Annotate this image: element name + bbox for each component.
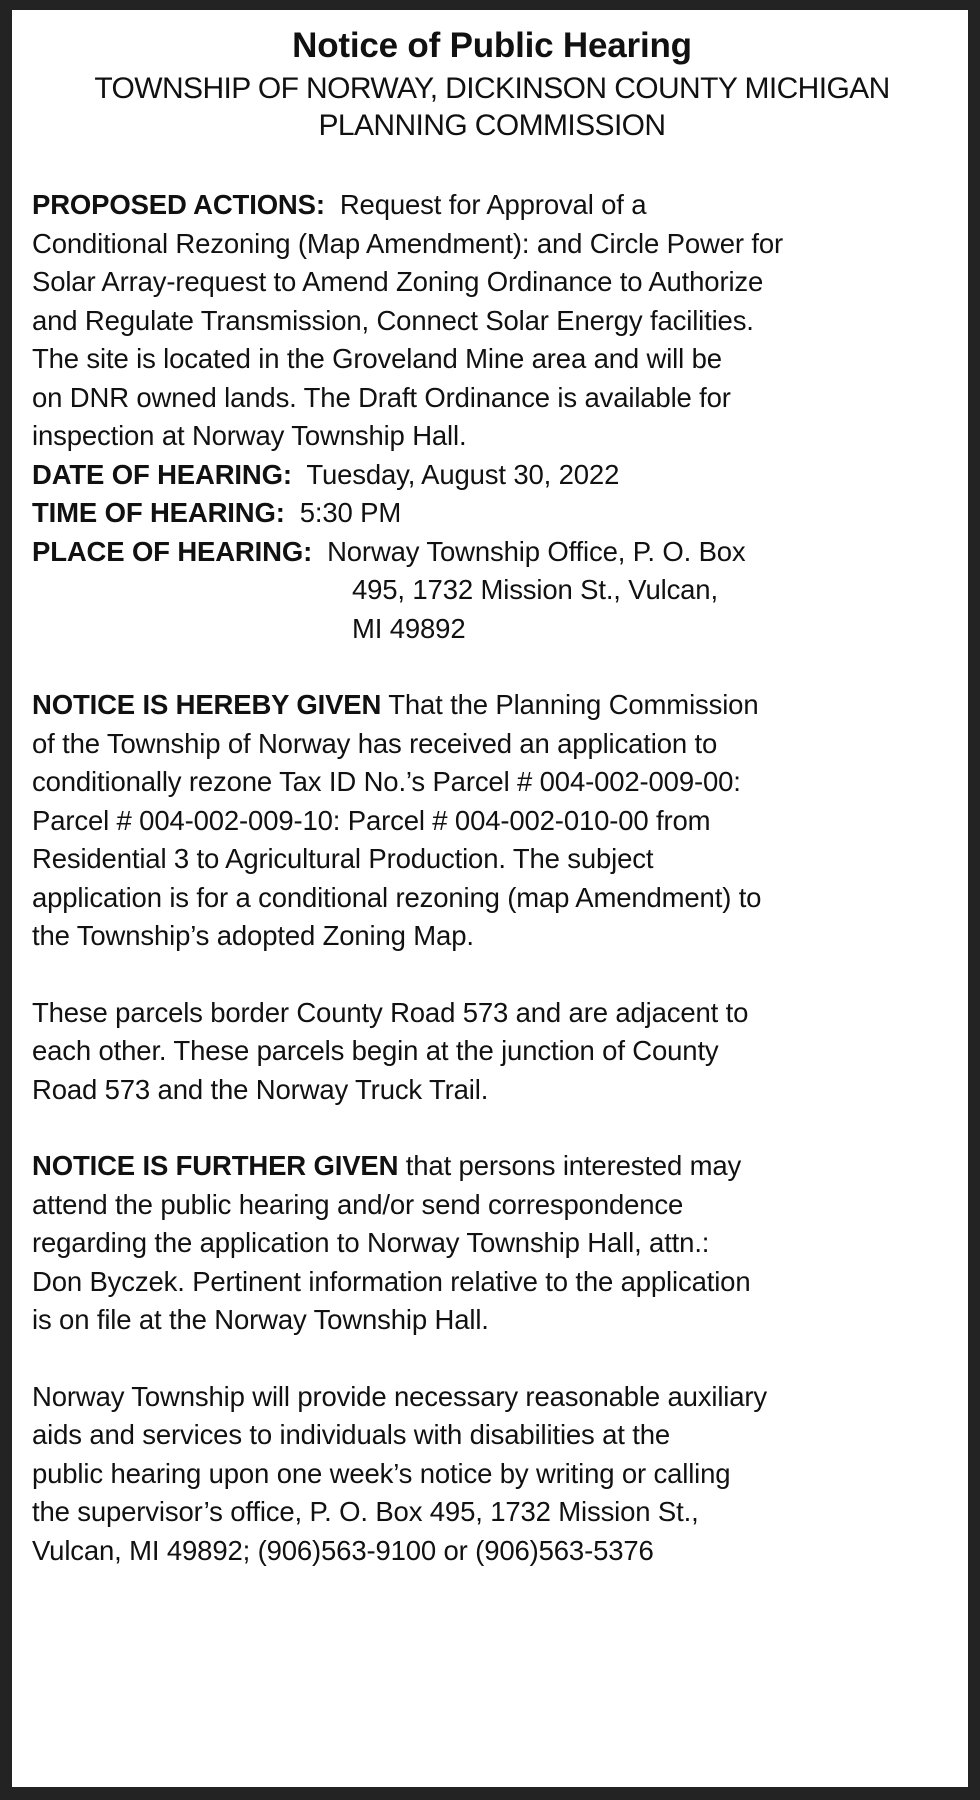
hereby-given-lead: NOTICE IS HEREBY GIVEN — [32, 689, 382, 720]
proposed-actions-section — [32, 186, 952, 456]
further-given-line-3: regarding the application to Norway Township Hall, attn.: — [32, 1227, 710, 1258]
hereby-given-line-6: application is for a conditional rezoning (map Amendment) to — [32, 881, 762, 913]
place-of-hearing-value-line-3: MI 49892 — [352, 612, 466, 644]
subheading — [32, 70, 952, 144]
accessibility-line-4: the supervisor’s office, P. O. Box 495, 1732 Mission St., — [32, 1496, 699, 1527]
spacer-before-hereby-given — [32, 648, 952, 686]
hearing-details-section — [32, 456, 952, 649]
proposed-actions-text-1: Request for Approval of a — [339, 189, 647, 220]
parcels-paragraph — [32, 994, 952, 1110]
place-of-hearing-value-line-1: Norway Township Office, P. O. Box — [327, 535, 746, 567]
spacer-before-further-given — [32, 1109, 952, 1147]
further-given-line-1 — [32, 1147, 952, 1186]
page-title: Notice of Public Hearing — [292, 26, 692, 65]
hereby-given-line-3: conditionally rezone Tax ID No.’s Parcel # 004-002-009-00: — [32, 766, 741, 797]
date-of-hearing-label: DATE OF HEARING: — [32, 458, 292, 490]
date-of-hearing-value: Tuesday, August 30, 2022 — [306, 458, 620, 490]
time-of-hearing-value: 5:30 PM — [299, 497, 402, 528]
proposed-actions-line-3: Solar Array-request to Amend Zoning Ordinance to Authorize — [32, 266, 764, 297]
further-given-lead: NOTICE IS FURTHER GIVEN — [32, 1150, 399, 1181]
place-of-hearing-value-line-2: 495, 1732 Mission St., Vulcan, — [352, 574, 718, 605]
hereby-given-line-2: of the Township of Norway has received an application to — [32, 727, 718, 759]
spacer-before-accessibility — [32, 1340, 952, 1378]
parcels-line-1: These parcels border County Road 573 and are adjacent to — [32, 996, 749, 1028]
proposed-actions-line-7: inspection at Norway Township Hall. — [32, 420, 467, 451]
notice-card — [12, 10, 968, 1787]
place-of-hearing-label: PLACE OF HEARING: — [32, 535, 313, 567]
proposed-actions-line-4: and Regulate Transmission, Connect Solar Energy facilities. — [32, 304, 754, 336]
place-of-hearing-row — [32, 533, 952, 572]
accessibility-contact-line: Vulcan, MI 49892; (906)563-9100 or (906)563-5376 — [32, 1534, 654, 1566]
notice-further-given-section — [32, 1147, 952, 1340]
further-given-text-1: that persons interested may — [405, 1150, 742, 1181]
date-of-hearing-row — [32, 456, 952, 495]
hereby-given-line-1 — [32, 686, 952, 725]
further-given-line-4: Don Byczek. Pertinent information relative to the application — [32, 1265, 751, 1297]
proposed-actions-line-2: Conditional Rezoning (Map Amendment): and Circle Power for — [32, 227, 783, 259]
further-given-line-5: is on file at the Norway Township Hall. — [32, 1304, 489, 1335]
time-of-hearing-label: TIME OF HEARING: — [32, 497, 285, 528]
accessibility-line-3: public hearing upon one week’s notice by writing or calling — [32, 1457, 731, 1489]
subheading-line-2: PLANNING COMMISSION — [318, 109, 666, 142]
further-given-line-2: attend the public hearing and/or send correspondence — [32, 1188, 684, 1220]
parcels-line-3: Road 573 and the Norway Truck Trail. — [32, 1073, 489, 1105]
accessibility-line-2: aids and services to individuals with disabilities at the — [32, 1419, 671, 1450]
proposed-actions-line-6: on DNR owned lands. The Draft Ordinance is available for — [32, 381, 731, 413]
hereby-given-line-5: Residential 3 to Agricultural Production. The subject — [32, 843, 654, 874]
spacer-after-subheading — [32, 144, 952, 186]
spacer-before-parcels — [32, 956, 952, 994]
time-of-hearing-row — [32, 494, 952, 533]
notice-hereby-given-section — [32, 686, 952, 956]
hereby-given-line-7: the Township’s adopted Zoning Map. — [32, 920, 474, 951]
accessibility-line-1: Norway Township will provide necessary reasonable auxiliary — [32, 1380, 768, 1412]
proposed-actions-label: PROPOSED ACTIONS: — [32, 189, 325, 220]
proposed-actions-line-5: The site is located in the Groveland Mine area and will be — [32, 343, 722, 374]
hereby-given-line-4: Parcel # 004-002-009-10: Parcel # 004-002-010-00 from — [32, 804, 711, 836]
accessibility-paragraph — [32, 1378, 952, 1571]
subheading-line-1: TOWNSHIP OF NORWAY, DICKINSON COUNTY MICHIGAN — [94, 72, 890, 105]
proposed-actions-line-1 — [32, 186, 952, 225]
hereby-given-text-1: That the Planning Commission — [388, 689, 759, 720]
parcels-line-2: each other. These parcels begin at the junction of County — [32, 1035, 719, 1066]
